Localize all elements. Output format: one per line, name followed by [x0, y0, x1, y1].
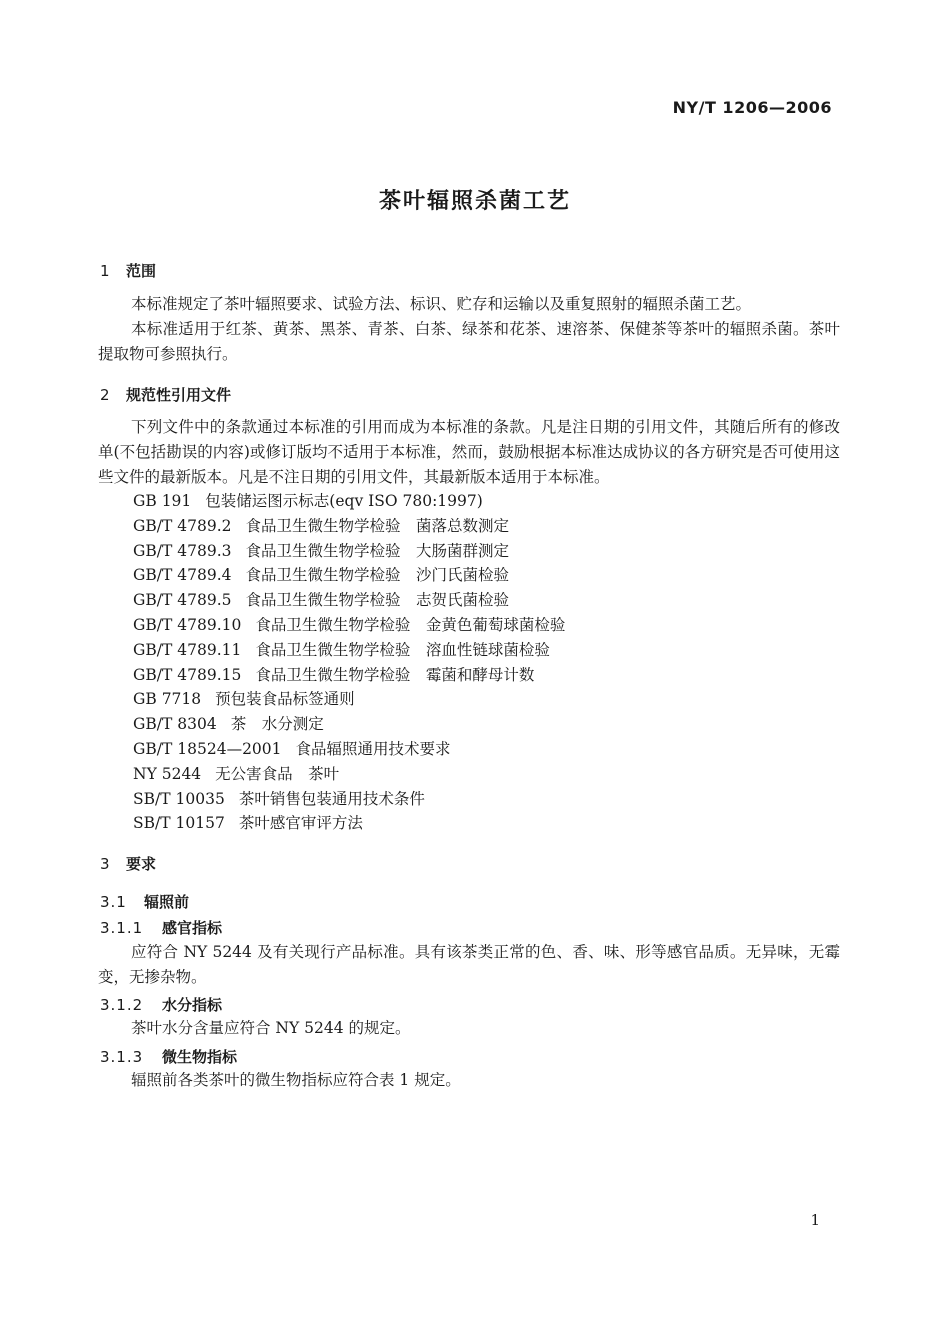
- reference-item: [133, 613, 565, 638]
- reference-item: [133, 811, 565, 836]
- reference-item: [133, 638, 565, 663]
- reference-code: GB/T 4789.2: [133, 516, 232, 535]
- reference-item: [133, 563, 565, 588]
- section-1-heading: [100, 260, 156, 281]
- section-label: 要求: [126, 855, 157, 873]
- reference-code: GB/T 4789.4: [133, 566, 232, 585]
- section-3-1-3-heading: [100, 1046, 237, 1067]
- section-3-1-heading: [100, 891, 189, 912]
- document-title: 茶叶辐照杀菌工艺: [378, 189, 571, 214]
- section-number: 1: [100, 262, 110, 280]
- section-label: 微生物指标: [162, 1048, 238, 1066]
- reference-item: [133, 514, 565, 539]
- section-3-1-2-text: 茶叶水分含量应符合 NY 5244 的规定。: [131, 1019, 411, 1037]
- reference-title: 食品卫生微生物学检验 大肠菌群测定: [245, 541, 510, 560]
- reference-code: GB/T 4789.3: [133, 541, 232, 560]
- section-number: 3.1.1: [100, 919, 144, 937]
- section-3-1-1-text: 应符合 NY 5244 及有关现行产品标准。具有该茶类正常的色、香、味、形等感官品质。无异味，无霉变，无掺杂物。: [98, 943, 840, 986]
- reference-code: GB/T 4789.10: [133, 615, 242, 634]
- section-2-heading: [100, 384, 231, 405]
- section-1-paragraph-2: 本标准适用于红茶、黄茶、黑茶、青茶、白茶、绿茶和花茶、速溶茶、保健茶等茶叶的辐照杀菌。茶叶提取物可参照执行。: [98, 320, 840, 363]
- section-label: 感官指标: [162, 919, 223, 937]
- standard-code: NY/T 1206—2006: [672, 98, 832, 117]
- reference-item: [133, 762, 565, 787]
- section-number: 2: [100, 386, 110, 404]
- reference-item: [133, 588, 565, 613]
- section-number: 3.1.2: [100, 996, 144, 1014]
- page-number: 1: [810, 1211, 820, 1229]
- section-label: 辐照前: [144, 893, 190, 911]
- reference-item: [133, 489, 565, 514]
- reference-code: GB 191: [133, 492, 192, 510]
- reference-item: [133, 787, 565, 812]
- section-number: 3.1: [100, 893, 127, 911]
- reference-title: 茶叶销售包装通用技术条件: [238, 789, 425, 808]
- reference-title: 包装储运图示标志(eqv ISO 780:1997): [205, 492, 483, 510]
- reference-title: 食品卫生微生物学检验 金黄色葡萄球菌检验: [255, 615, 566, 634]
- section-label: 范围: [126, 262, 157, 280]
- reference-item: [133, 687, 565, 712]
- reference-code: GB/T 18524—2001: [133, 739, 282, 758]
- section-number: 3.1.3: [100, 1048, 144, 1066]
- reference-title: 食品卫生微生物学检验 霉菌和酵母计数: [255, 665, 535, 684]
- reference-title: 食品卫生微生物学检验 志贺氏菌检验: [245, 591, 510, 610]
- reference-code: GB/T 4789.15: [133, 665, 242, 684]
- reference-code: GB 7718: [133, 690, 202, 709]
- section-1-paragraph-1: 本标准规定了茶叶辐照要求、试验方法、标识、贮存和运输以及重复照射的辐照杀菌工艺。: [131, 295, 752, 313]
- normative-references-list: [133, 489, 565, 836]
- reference-code: GB/T 4789.11: [133, 640, 242, 659]
- section-label: 水分指标: [162, 996, 223, 1014]
- section-3-heading: [100, 853, 156, 874]
- reference-code: SB/T 10035: [133, 789, 225, 808]
- reference-code: GB/T 4789.5: [133, 591, 232, 610]
- section-3-1-3-text: 辐照前各类茶叶的微生物指标应符合表 1 规定。: [131, 1071, 461, 1089]
- reference-item: [133, 539, 565, 564]
- reference-item: [133, 663, 565, 688]
- section-label: 规范性引用文件: [126, 386, 232, 404]
- section-3-1-1-heading: [100, 917, 222, 938]
- reference-code: NY 5244: [133, 764, 202, 783]
- reference-item: [133, 712, 565, 737]
- reference-title: 茶叶感官审评方法: [238, 814, 363, 833]
- section-2-intro: 下列文件中的条款通过本标准的引用而成为本标准的条款。凡是注日期的引用文件，其随后所有的修改单(不包括勘误的内容)或修订版均不适用于本标准，然而，鼓励根据本标准达成协议的各方研究是否可使用这些文件的最新版本。凡是不注日期的引用文件，其最新版本适用于本标准。: [98, 418, 840, 486]
- reference-title: 食品辐照通用技术要求: [295, 739, 451, 758]
- reference-title: 茶 水分测定: [230, 715, 324, 734]
- section-3-1-2-heading: [100, 994, 222, 1015]
- reference-title: 无公害食品 茶叶: [215, 764, 340, 783]
- reference-title: 食品卫生微生物学检验 菌落总数测定: [245, 516, 510, 535]
- reference-item: [133, 737, 565, 762]
- reference-code: SB/T 10157: [133, 814, 225, 833]
- reference-title: 食品卫生微生物学检验 溶血性链球菌检验: [255, 640, 550, 659]
- reference-title: 食品卫生微生物学检验 沙门氏菌检验: [245, 566, 510, 585]
- reference-code: GB/T 8304: [133, 715, 217, 734]
- section-number: 3: [100, 855, 110, 873]
- reference-title: 预包装食品标签通则: [215, 690, 355, 709]
